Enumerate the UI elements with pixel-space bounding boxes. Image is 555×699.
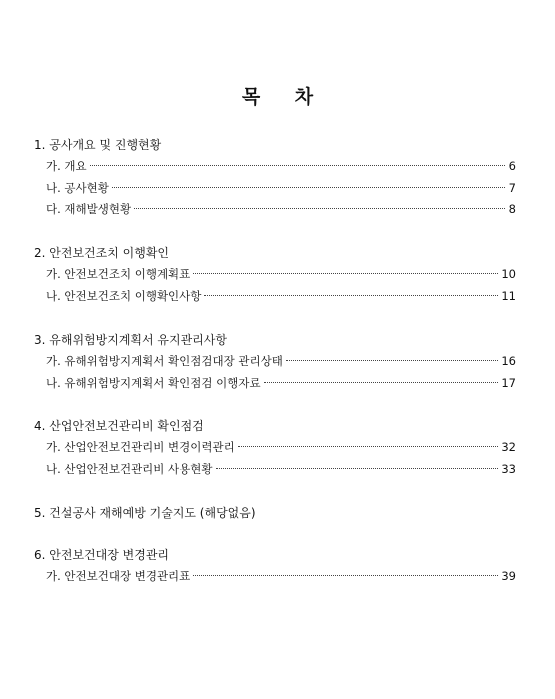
toc-section-6: [34, 544, 516, 588]
section-heading: 2. 안전보건조치 이행확인: [34, 246, 169, 260]
dot-leader: [134, 208, 505, 209]
dot-leader: [264, 382, 499, 383]
toc-entry[interactable]: [34, 156, 516, 178]
document-title: 목 차: [241, 86, 328, 108]
entry-page: 11: [501, 288, 516, 303]
entry-label: 가. 유해위험방지계획서 확인점검대장 관리상태: [46, 354, 283, 368]
entry-label: 가. 안전보건조치 이행계획표: [46, 267, 191, 281]
toc-entry[interactable]: [34, 199, 516, 221]
entry-label: 나. 공사현황: [46, 180, 109, 195]
entry-label: 나. 산업안전보건관리비 사용현황: [46, 461, 213, 476]
section-heading: 3. 유해위험방지계획서 유지관리사항: [34, 333, 227, 347]
toc-entry[interactable]: [34, 437, 516, 459]
toc-entry[interactable]: [34, 286, 516, 308]
dot-leader: [112, 187, 505, 188]
entry-label: 가. 안전보건대장 변경관리표: [46, 569, 191, 583]
toc-section-4: [34, 415, 516, 480]
section-heading: 4. 산업안전보건관리비 확인점검: [34, 419, 204, 433]
toc-entry[interactable]: [34, 373, 516, 395]
dot-leader: [204, 295, 498, 296]
entry-label: 가. 개요: [46, 159, 87, 173]
toc-section-1: [34, 134, 516, 221]
entry-page: 6: [508, 159, 516, 173]
dot-leader: [286, 360, 499, 361]
dot-leader: [238, 446, 499, 447]
section-heading: 6. 안전보건대장 변경관리: [34, 548, 169, 562]
entry-page: 7: [508, 180, 516, 195]
entry-page: 33: [501, 461, 516, 476]
toc-section-5: [34, 502, 516, 524]
section-heading: 5. 건설공사 재해예방 기술지도 (해당없음): [34, 506, 256, 520]
entry-page: 39: [501, 569, 516, 583]
toc-section-2: [34, 242, 516, 307]
section-heading: 1. 공사개요 및 진행현황: [34, 138, 162, 152]
entry-label: 가. 산업안전보건관리비 변경이력관리: [46, 440, 235, 454]
toc-entry[interactable]: [34, 264, 516, 286]
entry-page: 17: [501, 375, 516, 390]
dot-leader: [90, 165, 505, 166]
toc-entry[interactable]: [34, 459, 516, 481]
entry-page: 16: [501, 354, 516, 368]
dot-leader: [216, 468, 499, 469]
dot-leader: [193, 575, 498, 576]
toc-entry[interactable]: [34, 566, 516, 588]
toc-section-3: [34, 329, 516, 394]
entry-page: 10: [501, 267, 516, 281]
dot-leader: [193, 273, 498, 274]
entry-label: 나. 유해위험방지계획서 확인점검 이행자료: [46, 375, 261, 390]
toc-entry[interactable]: [34, 351, 516, 373]
entry-page: 8: [508, 202, 516, 216]
entry-label: 다. 재해발생현황: [46, 202, 132, 216]
toc-entry[interactable]: [34, 178, 516, 200]
entry-page: 32: [501, 440, 516, 454]
entry-label: 나. 안전보건조치 이행확인사항: [46, 288, 202, 303]
